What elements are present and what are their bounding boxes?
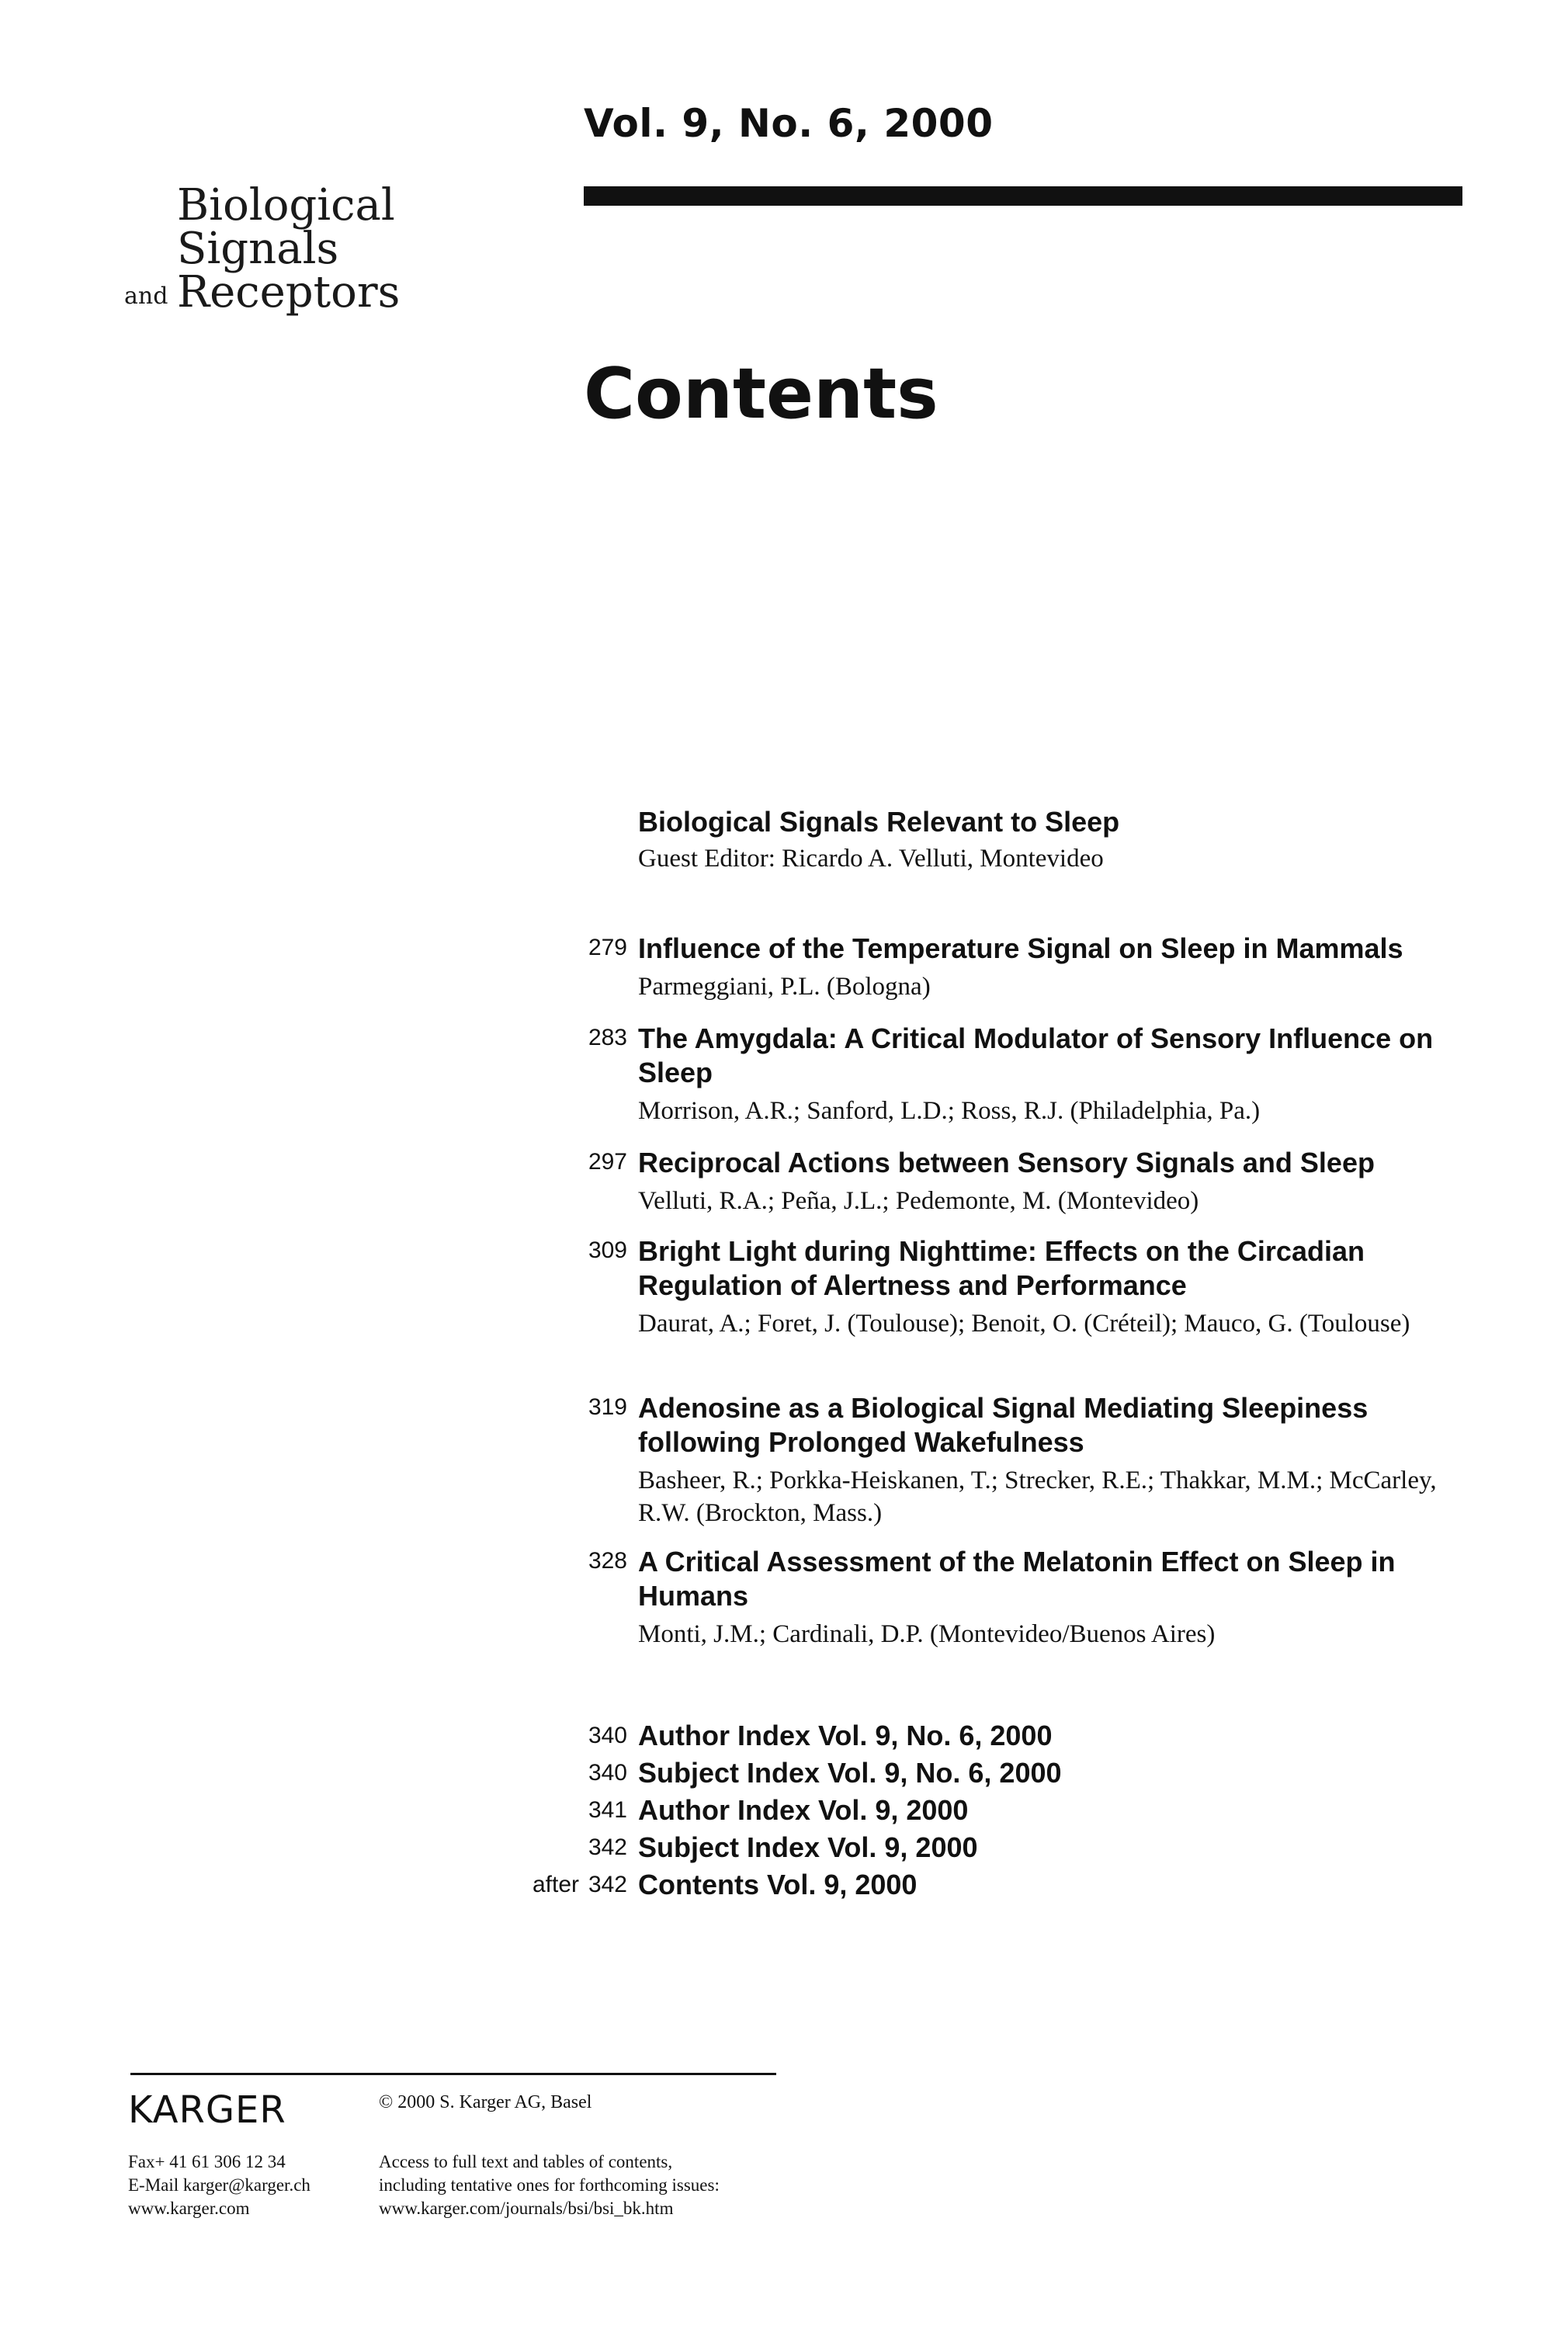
logo-line-3: Receptors [177, 267, 401, 318]
index-label[interactable]: Subject Index Vol. 9, 2000 [638, 1831, 978, 1863]
email-link[interactable]: E-Mail karger@karger.ch [128, 2175, 310, 2195]
toc-authors: Daurat, A.; Foret, J. (Toulouse); Benoit, O. (Créteil); Mauco, G. (Toulouse) [638, 1310, 1410, 1338]
journal-logo [124, 180, 401, 320]
index-page-number: 342 [588, 1872, 627, 1897]
toc-authors: Parmeggiani, P.L. (Bologna) [638, 973, 931, 1001]
section-title: Biological Signals Relevant to Sleep [638, 806, 1120, 838]
toc-entry[interactable] [512, 1146, 1467, 1217]
index-entry[interactable] [497, 1794, 1273, 1831]
index-page-number: 341 [588, 1797, 627, 1823]
toc-article-title[interactable]: Adenosine as a Biological Signal Mediating Sleepiness following Prolonged Wakefulness [638, 1392, 1369, 1458]
index-entry[interactable] [497, 1720, 1273, 1757]
page-title: Contents [584, 353, 938, 435]
toc-page-number: 297 [588, 1149, 627, 1175]
toc-authors: Morrison, A.R.; Sanford, L.D.; Ross, R.J. (Philadelphia, Pa.) [638, 1097, 1261, 1125]
publisher-contact [128, 2150, 310, 2220]
index-entry[interactable] [497, 1831, 1273, 1869]
index-label[interactable]: Author Index Vol. 9, 2000 [638, 1794, 969, 1826]
toc-article-title[interactable]: Reciprocal Actions between Sensory Signals and Sleep [638, 1147, 1375, 1178]
toc-authors: Monti, J.M.; Cardinali, D.P. (Montevideo/Buenos Aires) [638, 1620, 1216, 1648]
toc-authors: Basheer, R.; Porkka-Heiskanen, T.; Strecker, R.E.; Thakkar, M.M.; McCarley, R.W. (Brockton, Mass.) [638, 1466, 1437, 1527]
website-link[interactable]: www.karger.com [128, 2199, 250, 2218]
header-rule [584, 186, 1462, 206]
online-access-note [379, 2150, 720, 2220]
index-page-number: 342 [588, 1834, 627, 1860]
toc-entry[interactable] [512, 1545, 1467, 1650]
toc-entry[interactable] [512, 1391, 1467, 1529]
index-entry[interactable] [497, 1869, 1273, 1906]
logo-line-1: Biological [177, 180, 395, 231]
toc-page-number: 279 [588, 935, 627, 960]
index-prefix: after [532, 1872, 579, 1897]
journal-url-link[interactable]: www.karger.com/journals/bsi/bsi_bk.htm [379, 2199, 674, 2218]
toc-page-number: 309 [588, 1237, 627, 1263]
index-page-number: 340 [588, 1723, 627, 1748]
access-note-line: including tentative ones for forthcoming issues: [379, 2175, 720, 2195]
logo-line-3-prefix: and [124, 283, 168, 310]
toc-entry[interactable] [512, 932, 1467, 1003]
toc-page-number: 283 [588, 1025, 627, 1050]
fax-number: Fax+ 41 61 306 12 34 [128, 2152, 286, 2171]
footer-rule [130, 2073, 776, 2075]
copyright-notice: © 2000 S. Karger AG, Basel [379, 2092, 592, 2112]
toc-entry[interactable] [512, 1022, 1467, 1127]
publisher-logo: KARGER [128, 2088, 286, 2132]
index-page-number: 340 [588, 1760, 627, 1786]
toc-article-title[interactable]: Influence of the Temperature Signal on Sleep in Mammals [638, 932, 1403, 964]
toc-authors: Velluti, R.A.; Peña, J.L.; Pedemonte, M. (Montevideo) [638, 1187, 1199, 1215]
toc-article-title[interactable]: The Amygdala: A Critical Modulator of Sensory Influence on Sleep [638, 1022, 1434, 1088]
toc-article-title[interactable]: A Critical Assessment of the Melatonin Effect on Sleep in Humans [638, 1546, 1396, 1612]
index-entry[interactable] [497, 1757, 1273, 1794]
toc-article-title[interactable]: Bright Light during Nighttime: Effects on the Circadian Regulation of Alertness and Performance [638, 1235, 1365, 1301]
index-label[interactable]: Contents Vol. 9, 2000 [638, 1869, 918, 1900]
access-note-line: Access to full text and tables of contents, [379, 2152, 673, 2171]
toc-page-number: 319 [588, 1394, 627, 1420]
toc-entry[interactable] [512, 1234, 1467, 1340]
index-label[interactable]: Author Index Vol. 9, No. 6, 2000 [638, 1720, 1053, 1751]
toc-page-number: 328 [588, 1548, 627, 1574]
volume-issue: Vol. 9, No. 6, 2000 [584, 101, 994, 146]
logo-line-2: Signals [177, 224, 339, 274]
guest-editor: Guest Editor: Ricardo A. Velluti, Montevideo [638, 845, 1104, 873]
index-label[interactable]: Subject Index Vol. 9, No. 6, 2000 [638, 1757, 1062, 1789]
